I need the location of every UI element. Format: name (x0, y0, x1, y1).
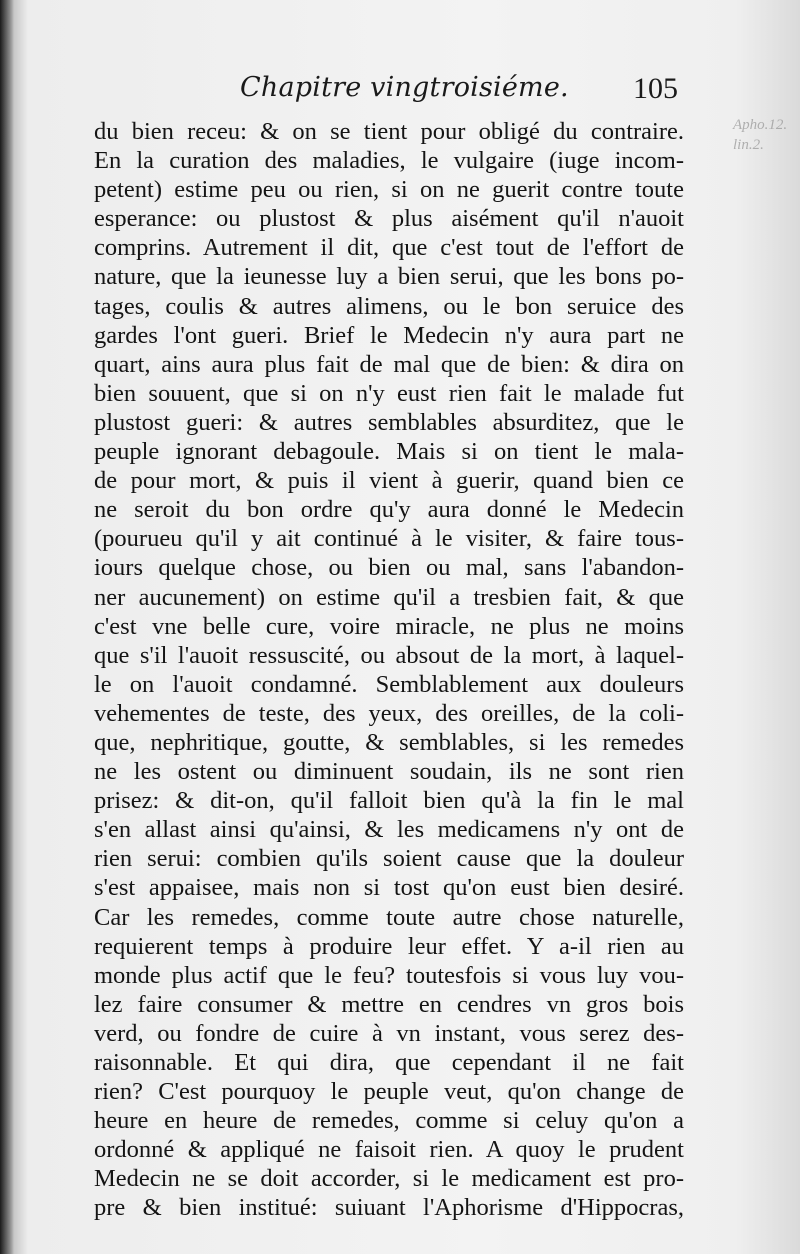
page-header (95, 70, 685, 114)
text-line: le on l'auoit condamné. Semblablement aux douleurs (94, 670, 684, 698)
text-line: tages, coulis & autres alimens, ou le bon seruice des (94, 292, 684, 320)
text-line: s'est appaisee, mais non si tost qu'on eust bien desiré. (94, 874, 684, 902)
text-line: Medecin ne se doit accorder, si le medicament est pro- (94, 1165, 684, 1193)
text-line: ne seroit du bon ordre qu'y aura donné le Medecin (94, 496, 684, 524)
text-line: ner aucunement) on estime qu'il a tresbien fait, & que (94, 583, 684, 611)
text-line: requierent temps à produire leur effet. Y a-il rien au (94, 932, 684, 960)
text-line: rien serui: combien qu'ils soient cause que la douleur (94, 845, 684, 873)
body-text (94, 117, 684, 1223)
text-line: peuple ignorant debagoule. Mais si on tient le mala- (94, 438, 684, 466)
text-line: plustost gueri: & autres semblables absurditez, que le (94, 408, 684, 436)
text-line: de pour mort, & puis il vient à guerir, quand bien ce (94, 467, 684, 495)
text-line: bien souuent, que si on n'y eust rien fait le malade fut (94, 379, 684, 407)
text-line: heure en heure de remedes, comme si celuy qu'on a (94, 1107, 684, 1135)
running-head: Chapitre vingtroisiéme. (240, 72, 569, 103)
text-line: iours quelque chose, ou bien ou mal, sans l'abandon- (94, 554, 684, 582)
text-line: quart, ains aura plus fait de mal que de bien: & dira on (94, 350, 684, 378)
text-line: Car les remedes, comme toute autre chose naturelle, (94, 903, 684, 931)
text-line: gardes l'ont gueri. Brief le Medecin n'y aura part ne (94, 321, 684, 349)
text-line: verd, ou fondre de cuire à vn instant, vous serez des- (94, 1019, 684, 1047)
text-line: ordonné & appliqué ne faisoit rien. A quoy le prudent (94, 1136, 684, 1164)
text-line: pre & bien institué: suiuant l'Aphorisme d'Hippocras, (94, 1194, 684, 1222)
text-line: c'est vne belle cure, voire miracle, ne plus ne moins (94, 612, 684, 640)
text-line: monde plus actif que le feu? toutesfois si vous luy vou- (94, 961, 684, 989)
text-line: s'en allast ainsi qu'ainsi, & les medicamens n'y ont de (94, 816, 684, 844)
text-line: petent) estime peu ou rien, si on ne guerit contre toute (94, 176, 684, 204)
text-line: rien? C'est pourquoy le peuple veut, qu'on change de (94, 1078, 684, 1106)
text-line: En la curation des maladies, le vulgaire (iuge incom- (94, 147, 684, 175)
text-line: que s'il l'auoit ressuscité, ou absout de la mort, à laquel- (94, 641, 684, 669)
text-line: (pourueu qu'il y ait continué à le visiter, & faire tous- (94, 525, 684, 553)
text-line: du bien receu: & on se tient pour obligé du contraire. (94, 118, 684, 145)
text-line: raisonnable. Et qui dira, que cependant il ne fait (94, 1049, 684, 1076)
text-line: prisez: & dit-on, qu'il falloit bien qu'à la fin le mal (94, 787, 684, 815)
text-line: comprins. Autrement il dit, que c'est tout de l'effort de (94, 234, 684, 262)
margin-note (733, 115, 793, 155)
margin-note-line: Apho.12. (733, 117, 788, 133)
margin-note-line: lin.2. (733, 137, 764, 153)
text-line: que, nephritique, goutte, & semblables, si les remedes (94, 728, 684, 756)
text-line: esperance: ou plustost & plus aisément qu'il n'auoit (94, 205, 684, 233)
text-line: nature, que la ieunesse luy a bien serui, que les bons po- (94, 263, 684, 291)
text-line: lez faire consumer & mettre en cendres vn gros bois (94, 990, 684, 1018)
text-line: ne les ostent ou diminuent soudain, ils ne sont rien (94, 758, 684, 786)
text-line: vehementes de teste, des yeux, des oreilles, de la coli- (94, 699, 684, 727)
page-number: 105 (633, 72, 678, 105)
